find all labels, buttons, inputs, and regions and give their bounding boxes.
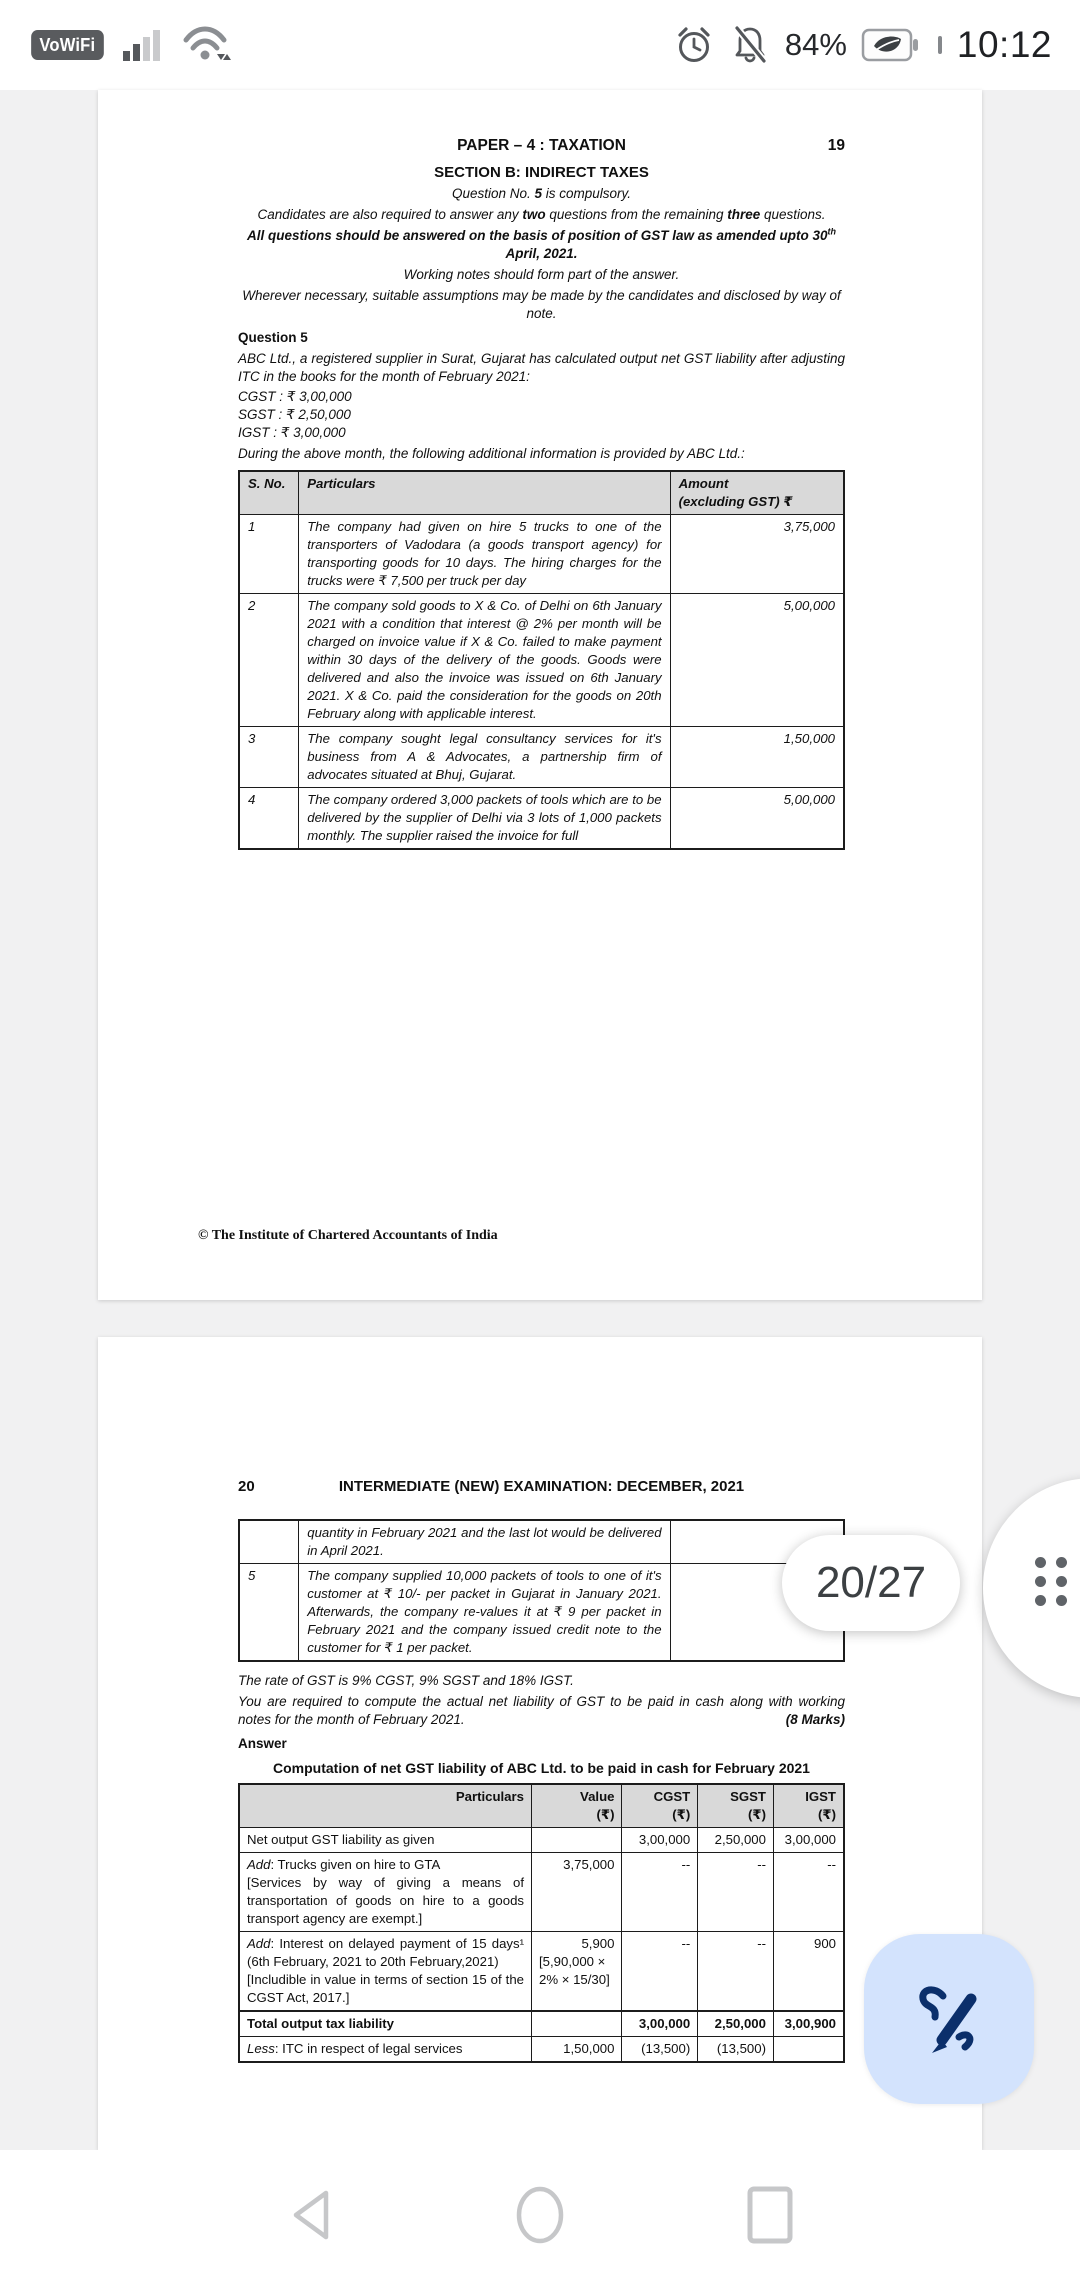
cell-sgst: -- [698,1932,774,2012]
cell-sno: 5 [239,1564,299,1662]
exam-header-row [238,1478,845,1496]
secondary-battery-icon [937,35,943,55]
cell-value: 5,900 [5,90,000 × 2% × 15/30] [532,1932,622,2012]
cell-amount: 5,00,000 [670,788,844,850]
cell-igst: 3,00,000 [773,1828,844,1853]
cell-particulars: The company supplied 10,000 packets of tools to one of it's customer at ₹ 10/- per packet in Gujarat in January 2021. Afterwards, the company re-values it at ₹ 9 per packet in February 2021 and the company issued credit note to the customer for ₹ 1 per packet. [299,1564,670,1662]
copyright-footer: © The Institute of Chartered Accountants of India [198,1228,498,1243]
paper-title: PAPER – 4 : TAXATION [457,137,626,154]
paper-title-row [238,137,845,155]
computation-table [238,1783,845,2063]
cell-sgst: (13,500) [698,2037,774,2063]
pdf-page-20 [98,1337,982,2150]
cell-cgst: -- [622,1932,698,2012]
section-title: SECTION B: INDIRECT TAXES [434,164,649,181]
cell-igst: 3,00,900 [773,2011,844,2037]
battery-saver-icon [861,28,923,62]
header-value: Value (₹) [532,1784,622,1828]
cell-particulars: The company had given on hire 5 trucks to one of the transporters of Vadodara (a goods transport agency) for transporting goods for 10 days. The hiring charges for the trucks were ₹ 7,500 per truck per day [299,515,670,594]
cell-particulars: Add: Trucks given on hire to GTA [Services by way of giving a means of transportation of goods on hire to a goods transport agency are exempt.] [239,1853,532,1932]
page-indicator-label: 20/27 [815,1558,927,1607]
question-table-continued [238,1519,845,1662]
table-row [239,1853,844,1932]
cell-particulars: Total output tax liability [239,2011,532,2037]
table-row [239,788,844,850]
gst-rate-line: The rate of GST is 9% CGST, 9% SGST and 18% IGST. [238,1673,574,1688]
table-row [239,1828,844,1853]
computation-table-title: Computation of net GST liability of ABC Ltd. to be paid in cash for February 2021 [273,1760,810,1776]
page-indicator[interactable] [782,1535,960,1631]
more-dots-icon [1035,1557,1067,1606]
table-row [239,594,844,727]
cell-amount: 5,00,000 [670,594,844,727]
cell-igst: 900 [773,1932,844,2012]
pdf-page-19 [98,90,982,1300]
cell-sno: 2 [239,594,299,727]
sgst-line: SGST : ₹ 2,50,000 [238,407,351,422]
cell-sno: 1 [239,515,299,594]
wifi-icon [181,25,233,65]
cell-particulars: Add: Interest on delayed payment of 15 days¹ (6th February, 2021 to 20th February,2021) [Includible in value in terms of section 15 of the CGST Act, 2017.] [239,1932,532,2012]
header-sgst: SGST (₹) [698,1784,774,1828]
annotate-button[interactable] [864,1934,1034,2104]
cell-particulars: quantity in February 2021 and the last lot would be delivered in April 2021. [299,1520,670,1564]
status-bar [0,0,1080,90]
header-sno: S. No. [239,471,299,515]
home-button[interactable] [480,2150,600,2280]
cell-sgst: 2,50,000 [698,1828,774,1853]
question-5-heading: Question 5 [238,330,308,345]
edit-icon [909,1979,989,2059]
table-row [239,1564,844,1662]
question-table [238,470,845,850]
cgst-line: CGST : ₹ 3,00,000 [238,389,352,404]
header-igst: IGST (₹) [773,1784,844,1828]
during-line: During the above month, the following additional information is provided by ABC Ltd.: [238,446,745,461]
cell-sno: 3 [239,727,299,788]
cell-particulars: Net output GST liability as given [239,1828,532,1853]
compulsory-note: Question No. 5 is compulsory. [451,186,632,201]
cell-cgst: 3,00,000 [622,2011,698,2037]
cell-igst: -- [773,1853,844,1932]
home-icon [512,2184,568,2246]
header-particulars: Particulars [299,471,670,515]
doc-page-number: 20 [238,1478,255,1495]
doc-page-number: 19 [827,137,845,154]
table-row [239,727,844,788]
cell-sno [239,1520,299,1564]
question-intro: ABC Ltd., a registered supplier in Surat, Gujarat has calculated output net GST liability after adjusting ITC in the books for the month of February 2021: [238,351,845,384]
cell-value: 1,50,000 [532,2037,622,2063]
table-header-row [239,471,844,515]
cell-cgst: 3,00,000 [622,1828,698,1853]
gst-law-note: All questions should be answered on the basis of position of GST law as amended upto 30th April, 2021. [246,226,837,261]
header-amount: Amount (excluding GST) ₹ [670,471,844,515]
clock: 10:12 [956,24,1052,65]
cell-sno: 4 [239,788,299,850]
battery-percent: 84% [784,27,847,62]
table-row [239,2037,844,2063]
marks-label: (8 Marks) [785,1712,845,1727]
table-header-row [239,1784,844,1828]
android-navbar [0,2150,1080,2280]
pdf-viewer[interactable] [0,90,1080,2150]
cell-sgst: 2,50,000 [698,2011,774,2037]
table-row [239,1520,844,1564]
table-row-total [239,2011,844,2037]
working-notes-note: Working notes should form part of the answer. [403,267,680,282]
cell-particulars: The company sought legal consultancy services for it's business from A & Advocates, a partnership firm of advocates situated at Bhuj, Gujarat. [299,727,670,788]
header-particulars: Particulars [239,1784,532,1828]
cell-value [532,2011,622,2037]
header-cgst: CGST (₹) [622,1784,698,1828]
alarm-icon [673,24,715,66]
table-row [239,1932,844,2012]
cell-particulars: Less: ITC in respect of legal services [239,2037,532,2063]
cell-particulars: The company ordered 3,000 packets of tools which are to be delivered by the supplier of Delhi via 3 lots of 1,000 packets monthly. The supplier raised the invoice for full [299,788,670,850]
status-bar-left [28,25,233,65]
cell-amount: 1,50,000 [670,727,844,788]
exam-title: INTERMEDIATE (NEW) EXAMINATION: DECEMBER, 2021 [338,1478,745,1495]
requirement-paragraph: You are required to compute the actual net liability of GST to be paid in cash along with working notes for the month of February 2021. (8 Marks) [238,1694,845,1727]
cell-cgst: -- [622,1853,698,1932]
back-icon [286,2185,336,2245]
cell-sgst: -- [698,1853,774,1932]
bell-muted-icon [729,24,771,66]
cell-igst [773,2037,844,2063]
assumptions-note: Wherever necessary, suitable assumptions may be made by the candidates and disclosed by way of note. [242,288,841,321]
back-button[interactable] [251,2150,371,2280]
table-row [239,515,844,594]
signal-icon [121,27,167,63]
recents-button[interactable] [710,2150,830,2280]
cell-cgst: (13,500) [622,2037,698,2063]
status-bar-right [673,24,1052,66]
vowifi-badge: VoWiFi [31,30,103,60]
recents-icon [745,2184,795,2246]
cell-value: 3,75,000 [532,1853,622,1932]
answer-heading: Answer [238,1736,287,1751]
cell-particulars: The company sold goods to X & Co. of Delhi on 6th January 2021 with a condition that interest @ 2% per month will be charged on invoice value if X & Co. failed to make payment within 30 days of the delivery of the goods. Goods were delivered and also the invoice was issued on 6th January 2021. X & Co. paid the consideration for the goods on 20th February along with applicable interest. [299,594,670,727]
candidates-note: Candidates are also required to answer any two questions from the remaining three questions. [257,207,826,222]
cell-value [532,1828,622,1853]
igst-line: IGST : ₹ 3,00,000 [238,425,346,440]
cell-amount: 3,75,000 [670,515,844,594]
